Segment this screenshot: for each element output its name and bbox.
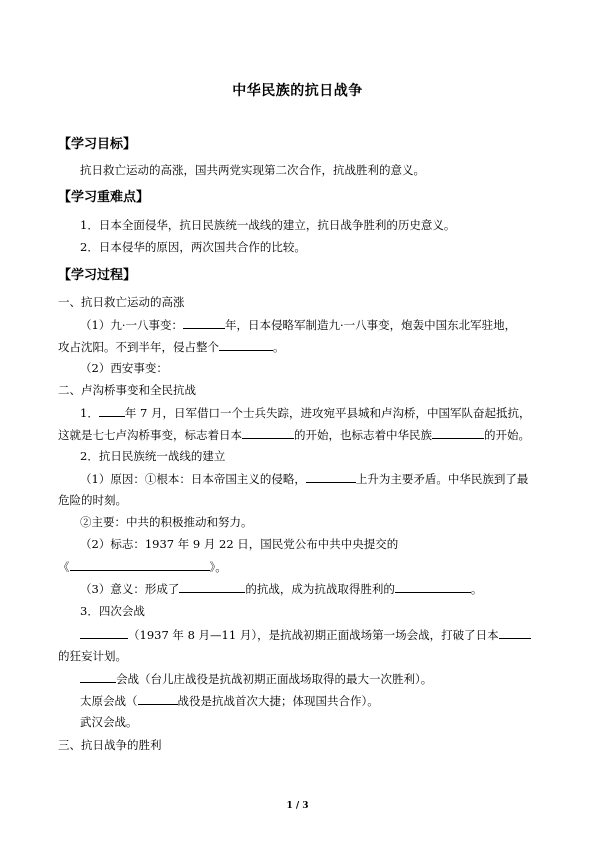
p2-3-4-line: 武汉会战。: [80, 715, 138, 729]
fill-blank[interactable]: [306, 471, 356, 483]
goals-text: 抗日救亡运动的高涨，国共两党实现第二次合作，抗战胜利的意义。: [80, 163, 425, 177]
p2-1-line: [80, 405, 530, 420]
p2-3-1-line2: 的狂妄计划。: [58, 649, 127, 663]
fill-blank[interactable]: [499, 627, 531, 639]
p2-2-2-text1: 《: [58, 560, 70, 574]
fill-blank[interactable]: [70, 559, 210, 571]
key-point-2: 2．日本侵华的原因，两次国共合作的比较。: [80, 240, 306, 254]
p2-3-3-line: [80, 693, 379, 708]
fill-blank[interactable]: [219, 339, 273, 351]
p1-a-text4: 。: [273, 340, 285, 354]
fill-blank[interactable]: [80, 671, 116, 683]
fill-blank[interactable]: [242, 427, 294, 439]
fill-blank[interactable]: [395, 581, 471, 593]
p2-3-3-text2: 战役是抗战首次大捷；体现国共合作）。: [177, 694, 379, 708]
process-heading: 【学习过程】: [58, 268, 137, 283]
p2-1-line2: [58, 427, 530, 442]
p2-2-heading: 2．抗日民族统一战线的建立: [80, 449, 226, 463]
page-number: 1 / 3: [286, 801, 309, 811]
p2-2-1-line3: ②主要：中共的积极推动和努力。: [80, 515, 253, 529]
p1-a-text2: 年，日本侵略军制造九·一八事变，炮轰中国东北军驻地，: [224, 318, 517, 332]
part-3-heading: 三、抗日战争的胜利: [58, 738, 162, 752]
p2-2-3-text3: 。: [470, 582, 483, 596]
key-points-heading: 【学习重难点】: [58, 190, 150, 205]
p1-a-line2: [58, 339, 285, 354]
p2-2-1-text1: （1）原因：①根本：日本帝国主义的侵略，: [80, 472, 306, 486]
part-2-heading: 二、卢沟桥事变和全民抗战: [58, 383, 196, 397]
p2-2-1-text2: 上升为主要矛盾。中华民族到了最: [355, 472, 529, 486]
p2-3-2-line: [80, 671, 432, 686]
p2-1-text1: 1．: [80, 406, 99, 420]
fill-blank[interactable]: [179, 581, 245, 593]
p2-2-2-text2: 》。: [209, 560, 227, 574]
p1-b-line: （2）西安事变：: [80, 361, 168, 375]
p2-3-2-text: 会战（台儿庄战役是抗战初期正面战场取得的最大一次胜利）。: [116, 672, 433, 686]
key-point-1: 1．日本全面侵华，抗日民族统一战线的建立，抗日战争胜利的历史意义。: [80, 218, 456, 232]
p2-3-1-line: [80, 627, 531, 642]
fill-blank[interactable]: [183, 317, 225, 329]
fill-blank[interactable]: [99, 405, 125, 417]
p2-3-heading: 3．四次会战: [80, 604, 145, 618]
p2-3-3-text1: 太原会战（: [80, 694, 138, 708]
page-title: 中华民族的抗日战争: [232, 83, 363, 99]
part-1-heading: 一、抗日救亡运动的高涨: [58, 295, 185, 309]
p2-1-text4: 的开始，也标志着中华民族: [294, 428, 432, 442]
p2-2-2-line2: [58, 559, 227, 574]
p2-2-2-line: （2）标志：1937 年 9 月 22 日，国民党公布中共中央提交的: [80, 537, 399, 551]
p2-1-text2: 年 7 月，日军借口一个士兵失踪，进攻宛平县城和卢沟桥，中国军队奋起抵抗，: [124, 406, 531, 420]
p2-2-1-line2: 危险的时刻。: [58, 493, 127, 507]
p2-2-3-line: [80, 581, 482, 596]
p1-a-line: [80, 317, 516, 332]
p1-a-text3: 攻占沈阳。不到半年，侵占整个: [58, 340, 219, 354]
p2-2-3-text2: 的抗战，成为抗战取得胜利的: [245, 582, 395, 596]
p2-2-3-text1: （3）意义：形成了: [80, 582, 180, 596]
p1-a-text1: （1）九·一八事变：: [80, 318, 183, 332]
fill-blank[interactable]: [80, 627, 128, 639]
fill-blank[interactable]: [138, 693, 178, 705]
fill-blank[interactable]: [432, 427, 484, 439]
p2-1-text3: 这就是七七卢沟桥事变，标志着日本: [58, 428, 242, 442]
goals-heading: 【学习目标】: [58, 137, 137, 152]
p2-2-1-line: [80, 471, 528, 486]
p2-3-1-text1: （1937 年 8 月—11 月），是抗战初期正面战场第一场会战，打破了日本: [128, 628, 499, 642]
p2-1-text5: 的开始。: [484, 428, 530, 442]
